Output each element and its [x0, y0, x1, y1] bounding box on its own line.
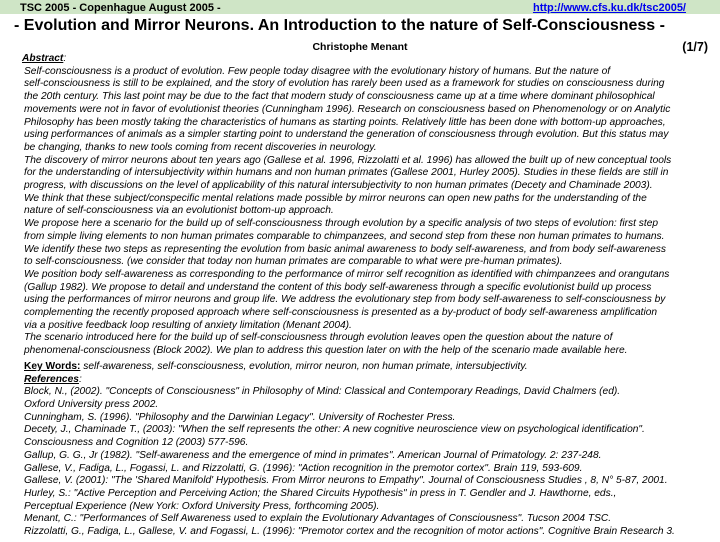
page-number: (1/7): [682, 40, 708, 54]
reference-line: Consciousness and Cognition 12 (2003) 577-596.: [24, 437, 249, 449]
abstract-line: for the understanding of intersubjectivity within humans and non human primates (Gallese 2001, Hurley 2005). Studies in these fields are still in: [24, 167, 669, 179]
reference-line: Oxford University press 2002.: [24, 398, 159, 410]
references-heading-row: References:: [24, 373, 82, 385]
abstract-line: complementing the recently proposed approach where self-consciousness is presented as a by-product of body self-awareness amplification: [24, 307, 658, 319]
reference-line: Block, N., (2002). "Concepts of Consciousness" in Philosophy of Mind: Classical and Contemporary Readings, David Chalmers (ed).: [24, 386, 621, 398]
references-list: [24, 386, 714, 538]
reference-line: Decety, J., Chaminade T., (2003): "When the self represents the other: A new cognitive neuroscience view on psychological identification".: [24, 424, 645, 436]
document-title: - Evolution and Mirror Neurons. An Introduction to the nature of Self-Consciousness -: [14, 17, 665, 34]
abstract-heading-row: Abstract:: [22, 53, 67, 64]
abstract-line: We identify these two steps as representing the evolution from basic animal awareness to body self-awareness, and from body self-awareness: [24, 243, 666, 255]
abstract-text: [24, 66, 714, 358]
abstract-line: We propose here a scenario for the build up of self-consciousness through evolution by a specific analysis of two steps of evolution: first step: [24, 218, 659, 230]
keywords-text: self-awareness, self-consciousness, evolution, mirror neuron, non human primate, intersubjectivity.: [80, 360, 528, 372]
reference-line: Rizzolatti, G., Fadiga, L., Gallese, V. and Fogassi, L. (1996): "Premotor cortex and the recognition of motor actions". Cognitive Brain Research 3.: [24, 526, 675, 538]
abstract-line: nature of self-consciousness via an evolutionist bottom-up approach.: [24, 205, 334, 217]
references-section: [24, 374, 714, 539]
abstract-heading: Abstract: [22, 53, 64, 64]
abstract-line: to self-consciousness. (we consider that today non human primates are comparable to what were pre-human primates).: [24, 256, 563, 268]
conference-label: TSC 2005 - Copenhague August 2005 -: [20, 2, 221, 14]
abstract-line: using performances of animals as a simpler starting point to understand the generation of consciousness through evolution. But this status may: [24, 129, 669, 141]
abstract-line: We think that these subject/conspecific mental relations made possible by mirror neurons can open new paths for the understanding of the: [24, 192, 647, 204]
conference-url-link[interactable]: http://www.cfs.ku.dk/tsc2005/: [532, 2, 686, 14]
abstract-line: (Gallup 1982). We propose to detail and understand the content of this body self-awareness through a specific evolutionist build up process: [24, 281, 652, 293]
header-bar: [0, 0, 720, 14]
abstract-section: [24, 53, 714, 358]
abstract-line: the 20th century. This last point may be due to the fact that modern study of consciousness came up at a time where dominant philosophical: [24, 91, 655, 103]
keywords-label: Key Words:: [24, 360, 81, 372]
abstract-line: movements were not in favor of evolutionist theories (Cunningham 1996). Research on consciousness based on Phenomenology or on Analytic: [24, 103, 671, 115]
reference-line: Gallup, G. G., Jr (1982). "Self-awareness and the emergence of mind in primates". American Journal of Primatology. 2: 237-248.: [24, 449, 602, 461]
abstract-line: The discovery of mirror neurons about ten years ago (Gallese et al. 1996, Rizzolatti et al. 1996) has allowed the built up of new conceptual tools: [24, 154, 672, 166]
abstract-line: self-consciousness is still to be explained, and the story of evolution has rarely been used as a framework for studies on consciousness during: [24, 78, 665, 90]
reference-line: Perceptual Experience (New York: Oxford University Press, forthcoming 2005).: [24, 500, 380, 512]
references-heading: References: [24, 373, 79, 385]
abstract-line: Self-consciousness is a product of evolution. Few people today disagree with the evolutionary history of humans. But the nature of: [24, 65, 611, 77]
abstract-line: via a positive feedback loop resulting of anxiety limitation (Menant 2004).: [24, 319, 352, 331]
abstract-line: from simple living elements to non human primates comparable to chimpanzees, and second step from these non human primates to humans.: [24, 230, 665, 242]
author-name: Christophe Menant: [312, 41, 408, 53]
abstract-line: phenomenal-consciousness (Block 2002). We plan to address this question later on with the help of the scenario made available here.: [24, 345, 628, 357]
abstract-line: using the performances of mirror neurons and group life. We address the evolutionary step from body self-awareness to self-consciousness by: [24, 294, 666, 306]
reference-line: Gallese, V., Fadiga, L., Fogassi, L. and Rizzolatti, G. (1996): "Action recognition in the premotor cortex". Brain 119, 593-609.: [24, 462, 583, 474]
reference-line: Gallese, V. (2001): "The 'Shared Manifold' Hypothesis. From Mirror neurons to Empathy". Journal of Consciousness Studies , 8, N° 5-87, 2001.: [24, 475, 668, 487]
abstract-line: Philosophy has been mostly taking the characteristics of humans as starting points. Relatively little has been done with bottom-up approaches,: [24, 116, 666, 128]
keywords-row: [24, 361, 714, 374]
abstract-line: The scenario introduced here for the build up of self-consciousness through evolution leaves open the question about the nature of: [24, 332, 613, 344]
reference-line: Hurley, S.: "Active Perception and Perceiving Action; the Shared Circuits Hypothesis" in press in T. Gendler and J. Hawthorne, eds.,: [24, 487, 617, 499]
abstract-line: be changing, thanks to new tools coming from recent discoveries in neurology.: [24, 141, 377, 153]
abstract-line: We position body self-awareness as corresponding to the performance of mirror self recognition as identified with chimpanzees and orangutans: [24, 268, 670, 280]
reference-line: Cunningham, S. (1996). "Philosophy and the Darwinian Legacy". University of Rochester Press.: [24, 411, 456, 423]
reference-line: Menant, C.: "Performances of Self Awareness used to explain the Evolutionary Advantages of Consciousness". Tucson 2004 TSC.: [24, 513, 612, 525]
abstract-line: progress, with discussions on the level of applicability of this natural intersubjectivity to non human primates (Decety and Chaminade 2003).: [24, 180, 653, 192]
document-body: [24, 53, 714, 539]
